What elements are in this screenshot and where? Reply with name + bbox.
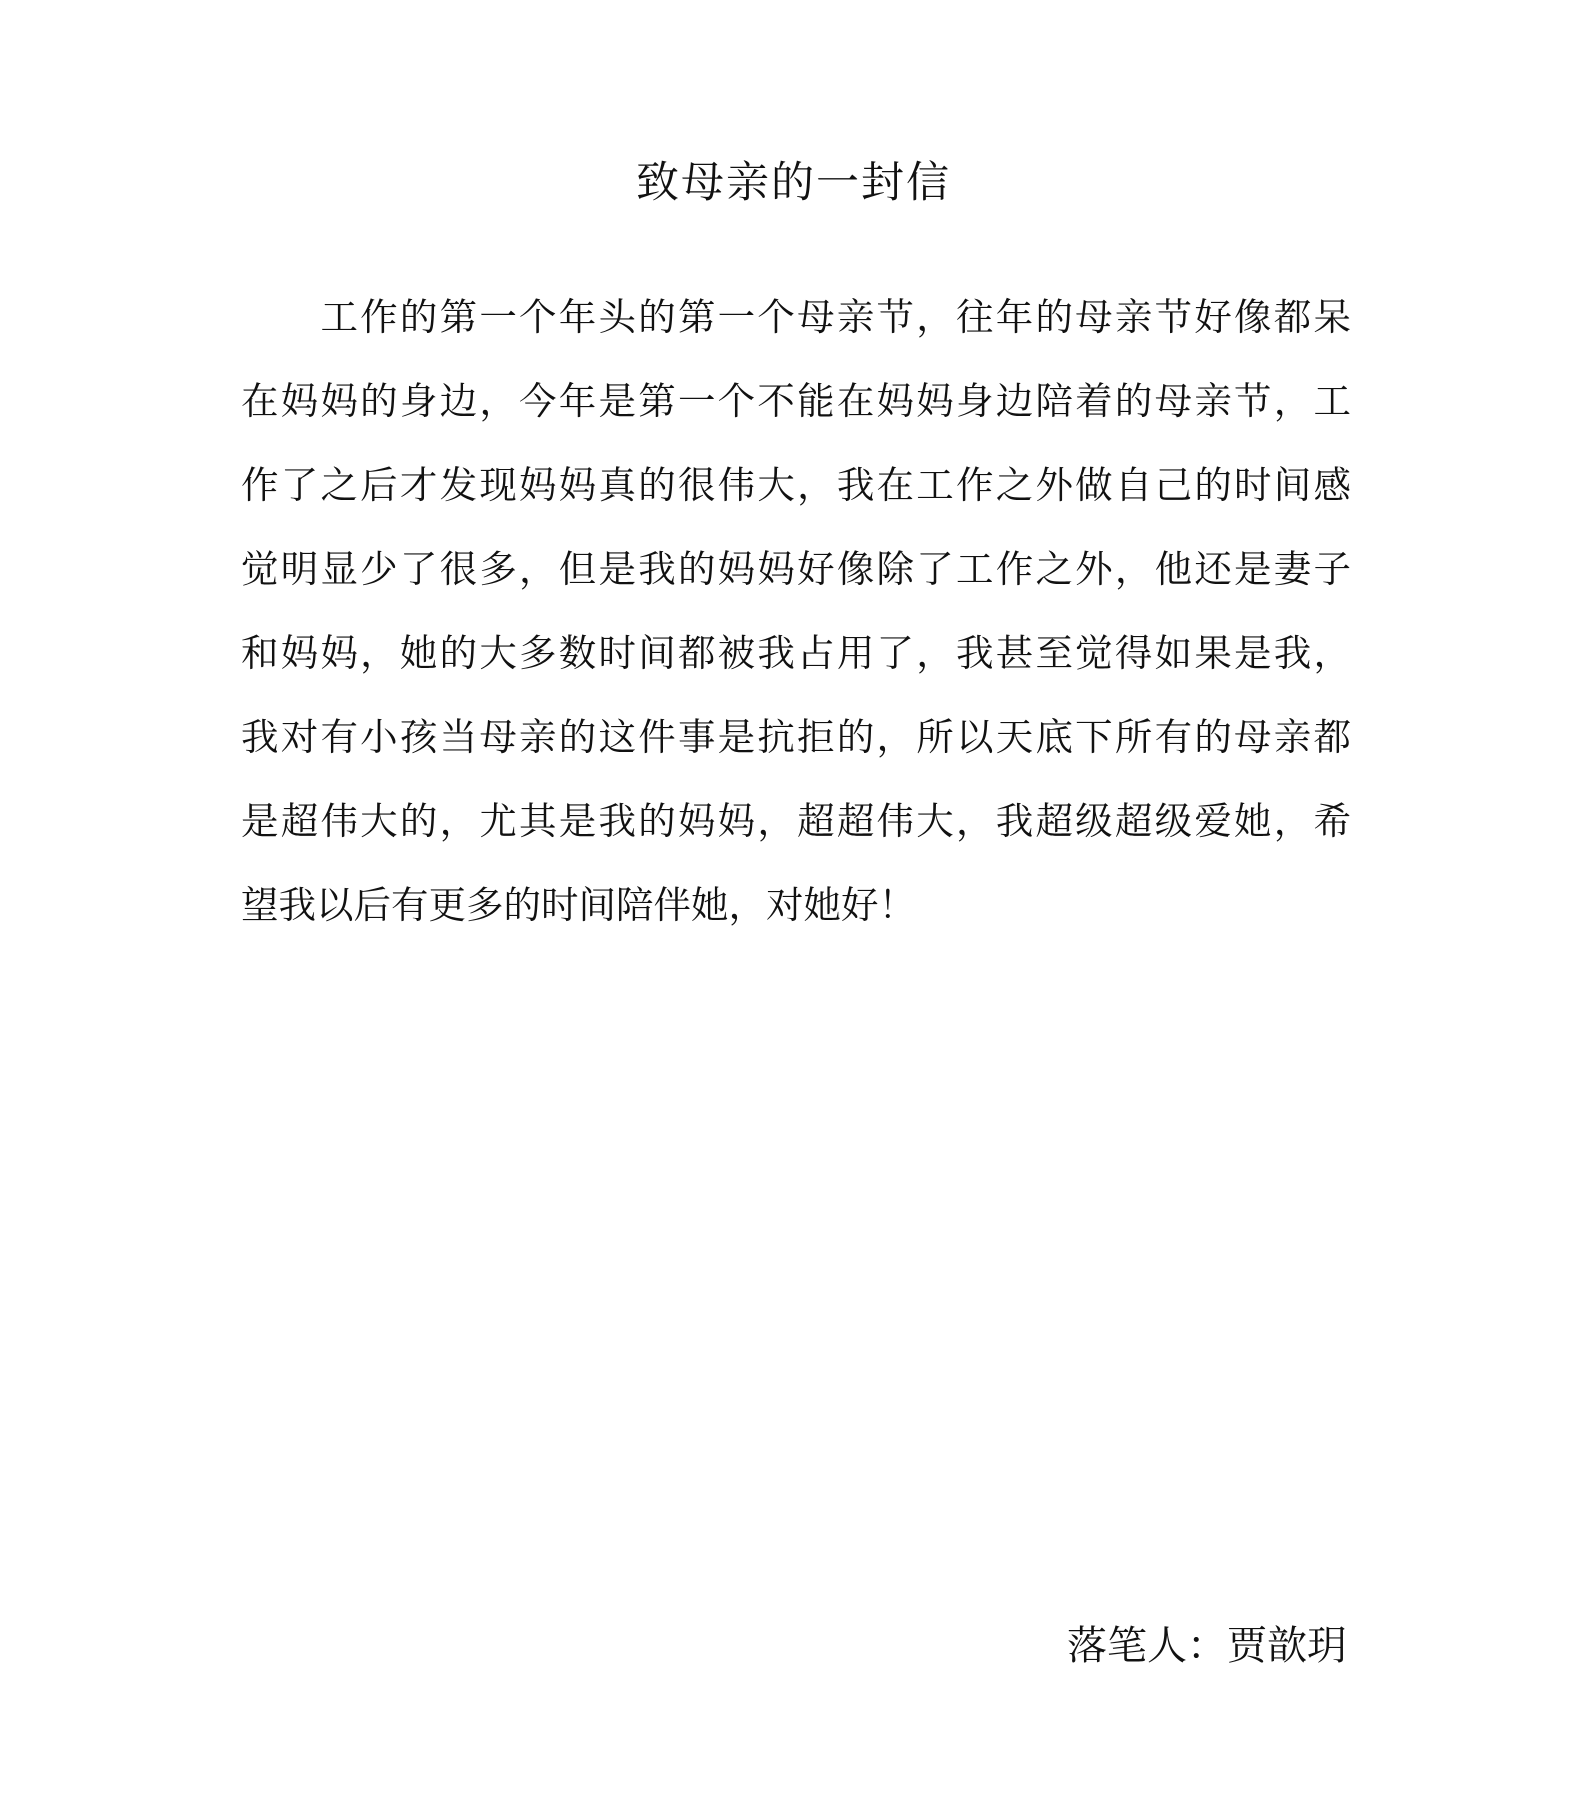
- body-line-6: 我对有小孩当母亲的这件事是抗拒的，所以天底下所有的母亲都: [241, 715, 1351, 759]
- letter-signature: 落笔人：贾歆玥: [1067, 1623, 1347, 1669]
- body-line-4: 觉明显少了很多，但是我的妈妈好像除了工作之外，他还是妻子: [241, 547, 1351, 591]
- body-line-1: 工作的第一个年头的第一个母亲节，往年的母亲节好像都呆: [241, 295, 1351, 339]
- body-line-7: 是超伟大的，尤其是我的妈妈，超超伟大，我超级超级爱她，希: [241, 799, 1351, 843]
- letter-body: [241, 275, 1351, 947]
- body-line-2: 在妈妈的身边，今年是第一个不能在妈妈身边陪着的母亲节，工: [241, 379, 1351, 423]
- body-line-3: 作了之后才发现妈妈真的很伟大，我在工作之外做自己的时间感: [241, 463, 1351, 507]
- body-line-5: 和妈妈，她的大多数时间都被我占用了，我甚至觉得如果是我，: [241, 631, 1351, 675]
- letter-title: 致母亲的一封信: [636, 158, 951, 208]
- body-line-8: 望我以后有更多的时间陪伴她，对她好！: [241, 883, 916, 927]
